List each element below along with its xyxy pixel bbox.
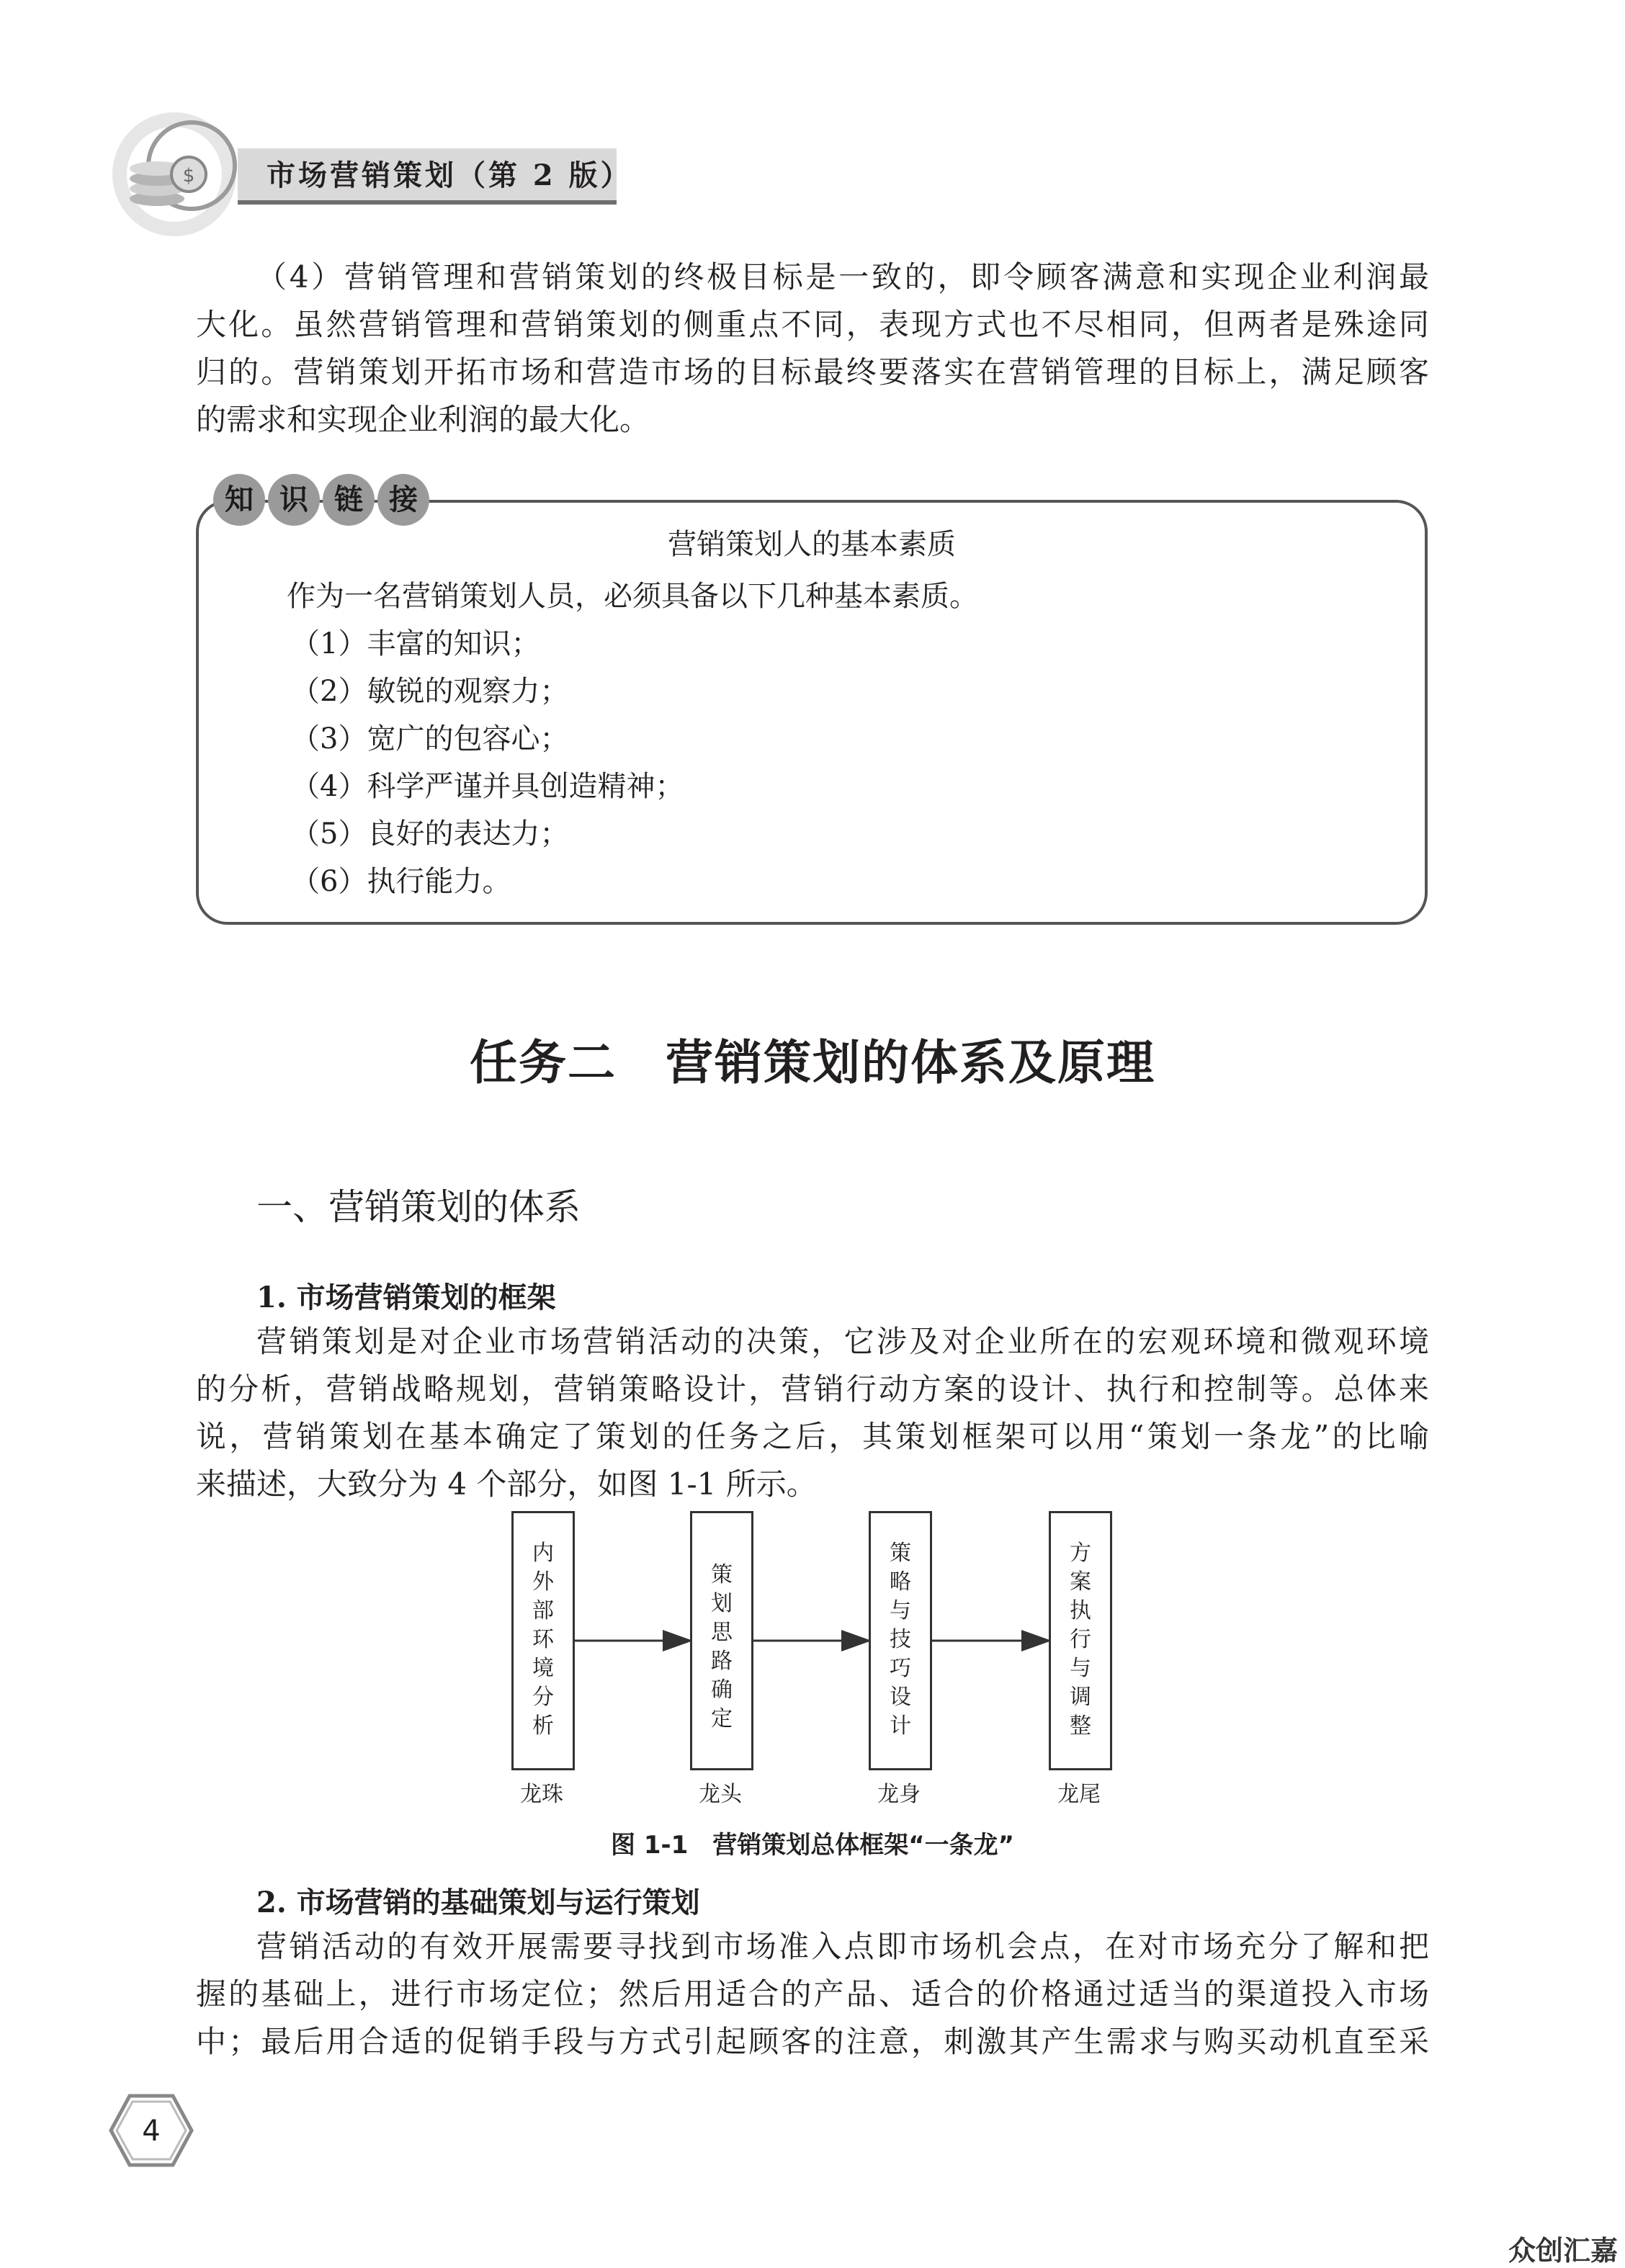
diagram-char: 策 [711, 1562, 733, 1587]
diagram-char: 技 [890, 1627, 911, 1652]
diagram-box-text [1051, 1539, 1110, 1741]
diagram-arrows [0, 1511, 1625, 1770]
watermark: 众创汇嘉 [1508, 2235, 1619, 2267]
diagram-char: 境 [532, 1656, 554, 1681]
diagram-char: 路 [711, 1649, 733, 1674]
diagram-char: 内 [532, 1541, 554, 1566]
diagram-char: 方 [1070, 1541, 1091, 1566]
diagram-box [869, 1511, 932, 1770]
diagram-char: 析 [532, 1713, 554, 1739]
framework-diagram [0, 1511, 1625, 1828]
knowledge-badge: 识 [268, 474, 320, 526]
diagram-char: 设 [890, 1685, 911, 1710]
knowledge-badge: 链 [323, 474, 375, 526]
knowledge-line: 作为一名营销策划人员，必须具备以下几种基本素质。 [287, 580, 978, 613]
subsection2-paragraph [196, 1923, 1429, 2066]
diagram-char: 环 [532, 1627, 554, 1652]
diagram-char: 调 [1070, 1685, 1091, 1710]
diagram-char: 确 [711, 1677, 733, 1703]
paragraph-line: 营销策划是对企业市场营销活动的决策，它涉及对企业所在的宏观环境和微观环境 [256, 1324, 1429, 1359]
subsection-title: 1. 市场营销策划的框架 [256, 1281, 556, 1314]
book-logo-icon [108, 94, 252, 238]
diagram-char: 与 [1070, 1656, 1091, 1681]
knowledge-title: 营销策划人的基本素质 [668, 528, 956, 561]
diagram-box-text [871, 1539, 930, 1741]
paragraph-line: 的需求和实现企业利润的最大化。 [196, 402, 650, 437]
diagram-char: 分 [532, 1685, 554, 1710]
paragraph-line: 归的。营销策划开拓市场和营造市场的目标最终要落实在营销管理的目标上，满足顾客 [196, 354, 1429, 390]
knowledge-line: （2）敏锐的观察力； [291, 675, 569, 708]
diagram-char: 整 [1070, 1713, 1091, 1739]
task-title: 任务二 营销策划的体系及原理 [470, 1035, 1155, 1090]
diagram-char: 定 [711, 1706, 733, 1731]
knowledge-badge: 接 [377, 474, 429, 526]
paragraph-line: 握的基础上，进行市场定位；然后用适合的产品、适合的价格通过适当的渠道投入市场 [196, 1976, 1429, 2012]
diagram-label: 龙身 [877, 1782, 921, 1807]
figure-caption: 图 1-1 营销策划总体框架“一条龙” [611, 1831, 1014, 1860]
paragraph-line: 大化。虽然营销管理和营销策划的侧重点不同，表现方式也不尽相同，但两者是殊途同 [196, 307, 1429, 342]
header-bar-shadow [238, 200, 617, 205]
page-number: 4 [142, 2115, 161, 2148]
diagram-char: 与 [890, 1598, 911, 1623]
knowledge-line: （4）科学严谨并具创造精神； [291, 770, 684, 803]
diagram-char: 巧 [890, 1656, 911, 1681]
knowledge-line: （6）执行能力。 [291, 865, 511, 898]
paragraph-line: 营销活动的有效开展需要寻找到市场准入点即市场机会点，在对市场充分了解和把 [256, 1929, 1429, 1964]
diagram-label: 龙头 [699, 1782, 742, 1807]
diagram-char: 思 [711, 1620, 733, 1645]
section-title: 一、营销策划的体系 [256, 1186, 581, 1228]
svg-text:$: $ [182, 165, 195, 187]
paragraph-line: （4）营销管理和营销策划的终极目标是一致的，即令顾客满意和实现企业利润最 [256, 259, 1429, 295]
subsection-title: 2. 市场营销的基础策划与运行策划 [256, 1886, 700, 1919]
diagram-box [690, 1511, 753, 1770]
paragraph-line: 说，营销策划在基本确定了策划的任务之后，其策划框架可以用“策划一条龙”的比喻 [196, 1419, 1429, 1454]
diagram-char: 执 [1070, 1598, 1091, 1623]
paragraph-line: 来描述，大致分为 4 个部分，如图 1-1 所示。 [196, 1466, 817, 1502]
diagram-char: 行 [1070, 1627, 1091, 1652]
book-title: 市场营销策划（第 2 版） [267, 158, 632, 192]
intro-paragraph [196, 254, 1429, 444]
diagram-box [1049, 1511, 1112, 1770]
diagram-char: 部 [532, 1598, 554, 1623]
diagram-label: 龙尾 [1057, 1782, 1101, 1807]
knowledge-line: （5）良好的表达力； [291, 817, 569, 851]
diagram-char: 略 [890, 1569, 911, 1595]
diagram-char: 外 [532, 1569, 554, 1595]
paragraph-line: 的分析，营销战略规划，营销策略设计，营销行动方案的设计、执行和控制等。总体来 [196, 1371, 1429, 1407]
knowledge-line: （1）丰富的知识； [291, 627, 540, 660]
diagram-char: 计 [890, 1713, 911, 1739]
page-number-badge [108, 2093, 194, 2168]
knowledge-badge: 知 [213, 474, 265, 526]
paragraph-line: 中；最后用合适的促销手段与方式引起顾客的注意，刺激其产生需求与购买动机直至采 [196, 2024, 1429, 2059]
diagram-char: 案 [1070, 1569, 1091, 1595]
diagram-char: 策 [890, 1541, 911, 1566]
diagram-box-text [692, 1561, 751, 1734]
diagram-box-text [514, 1539, 573, 1741]
diagram-label: 龙珠 [520, 1782, 563, 1807]
subsection1-paragraph [196, 1318, 1429, 1508]
knowledge-line: （3）宽广的包容心； [291, 722, 569, 756]
diagram-char: 划 [711, 1591, 733, 1616]
diagram-box [511, 1511, 575, 1770]
